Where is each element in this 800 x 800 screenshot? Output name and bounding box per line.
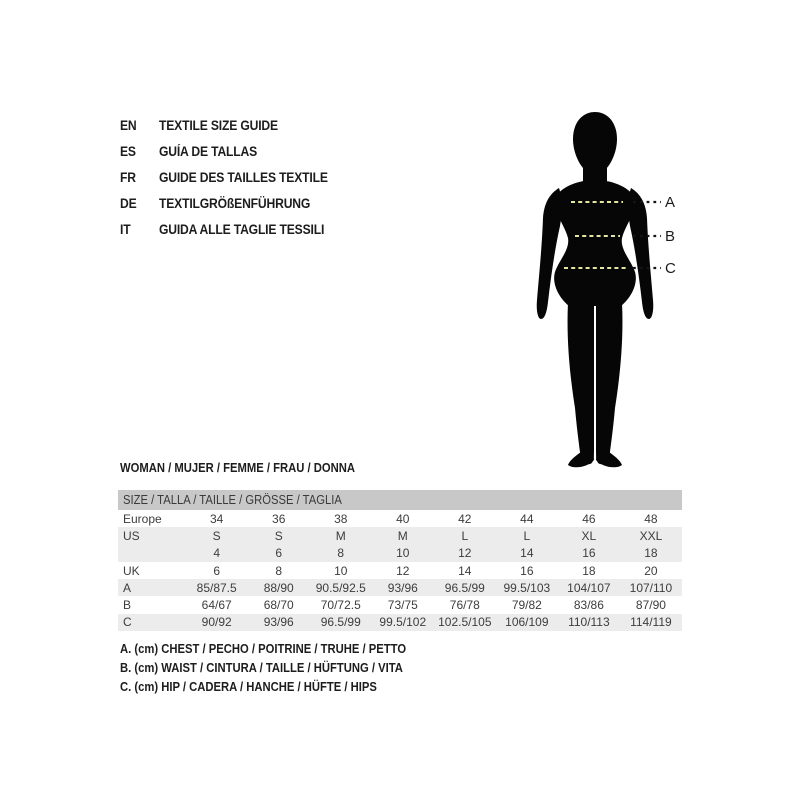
size-cell: 8 [275, 563, 283, 578]
group-title: WOMAN / MUJER / FEMME / FRAU / DONNA [120, 461, 355, 475]
guide-title-fr: GUIDE DES TAILLES TEXTILE [159, 169, 328, 185]
table-row-us [118, 527, 682, 544]
size-cell: 93/96 [387, 580, 418, 595]
table-row-waist-b [118, 596, 682, 613]
size-cell: 16 [582, 546, 596, 561]
language-row-en [120, 112, 347, 138]
size-cell: 18 [644, 546, 658, 561]
size-cell: 96.5/99 [444, 580, 485, 595]
size-cell: 48 [644, 511, 658, 526]
note-waist: B. (cm) WAIST / CINTURA / TAILLE / HÜFTUNG / VITA [120, 660, 403, 675]
size-cell: 12 [458, 546, 472, 561]
size-cell: 10 [334, 563, 348, 578]
size-cell: 102.5/105 [438, 615, 492, 630]
size-cell: 36 [272, 511, 286, 526]
size-cell: 42 [458, 511, 472, 526]
size-cell: 88/90 [263, 580, 294, 595]
size-cell: 20 [644, 563, 658, 578]
marker-a-label: A [665, 194, 676, 211]
table-header: SIZE / TALLA / TAILLE / GRÖSSE / TAGLIA [118, 490, 682, 510]
size-cell: 87/90 [635, 598, 666, 613]
marker-b-label: B [665, 228, 676, 245]
guide-title-it: GUIDA ALLE TAGLIE TESSILI [159, 221, 325, 237]
size-table [118, 490, 682, 631]
table-row-chest-a [118, 579, 682, 596]
size-cell: 83/86 [573, 598, 604, 613]
size-cell: 90.5/92.5 [315, 580, 366, 595]
measurement-notes [120, 639, 438, 697]
size-cell: 16 [520, 563, 534, 578]
size-cell: 34 [210, 511, 224, 526]
size-cell: 99.5/102 [379, 615, 427, 630]
size-cell: 68/70 [263, 598, 294, 613]
size-cell: 10 [396, 546, 410, 561]
note-chest: A. (cm) CHEST / PECHO / POITRINE / TRUHE / PETTO [120, 641, 407, 656]
size-cell: 110/113 [568, 615, 610, 630]
row-label: A [123, 580, 132, 595]
measurement-figure [509, 108, 699, 472]
row-label: US [123, 528, 140, 543]
guide-title-es: GUÍA DE TALLAS [159, 143, 258, 159]
woman-silhouette-icon [509, 108, 699, 472]
size-cell: 14 [458, 563, 472, 578]
size-cell: 76/78 [449, 598, 480, 613]
size-cell: L [461, 528, 469, 543]
language-code: EN [120, 117, 137, 133]
size-cell: 46 [582, 511, 596, 526]
size-cell: 96.5/99 [320, 615, 361, 630]
table-row-uk [118, 562, 682, 579]
size-cell: 114/119 [630, 615, 672, 630]
table-row-hip-c [118, 614, 682, 631]
size-cell: 70/72.5 [320, 598, 361, 613]
size-cell: 73/75 [387, 598, 418, 613]
language-code: DE [120, 195, 137, 211]
size-cell: 90/92 [201, 615, 232, 630]
size-cell: 8 [337, 546, 345, 561]
language-row-it [120, 216, 347, 242]
size-cell: XXL [639, 528, 663, 543]
table-row-europe [118, 510, 682, 527]
row-label: UK [123, 563, 140, 578]
size-cell: L [523, 528, 531, 543]
table-row-us-numeric [118, 545, 682, 562]
row-label: Europe [123, 511, 162, 526]
size-cell: 79/82 [511, 598, 542, 613]
size-cell: 107/110 [629, 580, 673, 595]
size-cell: 14 [520, 546, 534, 561]
language-list [120, 112, 347, 242]
size-cell: M [397, 528, 408, 543]
guide-title-en: TEXTILE SIZE GUIDE [159, 117, 278, 133]
size-cell: 99.5/103 [503, 580, 551, 595]
size-cell: 106/109 [505, 615, 549, 630]
language-row-es [120, 138, 347, 164]
size-cell: XL [581, 528, 597, 543]
size-cell: 38 [334, 511, 348, 526]
language-code: ES [120, 143, 136, 159]
size-cell: 40 [396, 511, 410, 526]
guide-title-de: TEXTILGRÖßENFÜHRUNG [159, 195, 311, 211]
size-cell: 4 [213, 546, 221, 561]
size-cell: S [274, 528, 283, 543]
size-cell: M [335, 528, 346, 543]
size-cell: 6 [275, 546, 283, 561]
size-cell: 12 [396, 563, 410, 578]
language-code: FR [120, 169, 136, 185]
size-cell: 44 [520, 511, 534, 526]
language-row-de [120, 190, 347, 216]
note-hip: C. (cm) HIP / CADERA / HANCHE / HÜFTE / HIPS [120, 680, 377, 695]
row-label: C [123, 615, 132, 630]
marker-c-label: C [665, 260, 676, 277]
size-cell: 18 [582, 563, 596, 578]
row-label: B [123, 598, 132, 613]
size-cell: 93/96 [263, 615, 294, 630]
size-cell: 85/87.5 [196, 580, 237, 595]
language-code: IT [120, 221, 131, 237]
size-cell: 64/67 [201, 598, 232, 613]
size-cell: 6 [213, 563, 221, 578]
language-row-fr [120, 164, 347, 190]
size-cell: 104/107 [567, 580, 611, 595]
size-cell: S [212, 528, 221, 543]
